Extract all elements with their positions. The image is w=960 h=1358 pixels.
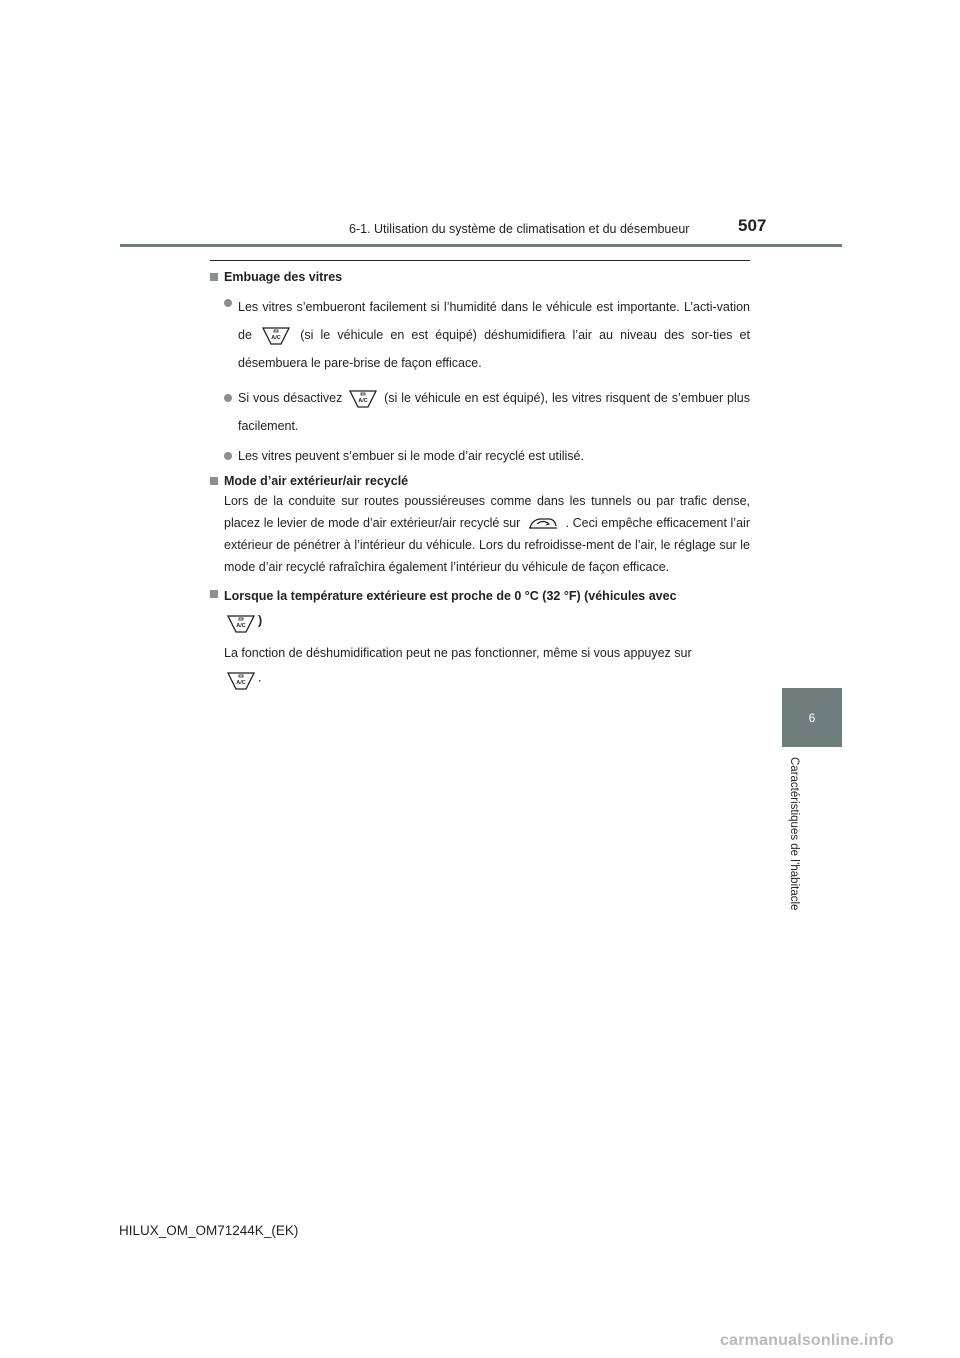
svg-text:A/C: A/C bbox=[236, 680, 246, 686]
bullet-embuage-2-text-b: (si le véhicule en est équipé), les vitres risquent de s’embuer plus facilement. bbox=[238, 391, 750, 433]
page-number: 507 bbox=[738, 216, 767, 235]
section-temperature-title-a: Lorsque la température extérieure est proche de 0 °C (32 °F) (véhicules avec bbox=[224, 589, 677, 603]
mode-air-text-a: Lors de la conduite sur routes poussiéreuses comme dans les tunnels ou par trafic dense, placez le levier de mode d’air extérieur/air recyclé sur bbox=[224, 494, 750, 530]
ac-button-icon bbox=[348, 388, 378, 410]
footer-document-code: HILUX_OM_OM71244K_(EK) bbox=[119, 1223, 299, 1238]
temperature-text-b: . bbox=[258, 670, 262, 685]
round-bullet-icon bbox=[224, 299, 232, 307]
temperature-text-a: La fonction de déshumidification peut ne pas fonctionner, même si vous appuyez sur bbox=[224, 646, 692, 660]
ac-button-icon bbox=[226, 670, 256, 692]
ac-button-icon bbox=[226, 613, 256, 635]
bullet-embuage-2 bbox=[210, 384, 750, 440]
svg-text:A/C: A/C bbox=[358, 397, 368, 404]
mode-air-text-b: . Ceci empêche efficacement l’air extérieur de pénétrer à l’intérieur du véhicule. Lors du refroidisse-ment de l’air, le réglage sur le mode d’air recyclé rafraîchira également l’intérieur du véhicule de façon efficace. bbox=[224, 516, 750, 574]
section-mode-air bbox=[210, 472, 750, 490]
bullet-embuage-1 bbox=[210, 293, 750, 377]
bullet-embuage-3-text: Les vitres peuvent s’embuer si le mode d’air recyclé est utilisé. bbox=[238, 449, 584, 463]
chapter-side-label: Caractéristiques de l’habitacle bbox=[788, 757, 800, 911]
content-rule bbox=[210, 260, 750, 261]
header-section-title: 6-1. Utilisation du système de climatisation et du désembueur bbox=[349, 222, 690, 236]
bullet-embuage-2-text-a: Si vous désactivez bbox=[238, 391, 343, 405]
mode-air-text bbox=[210, 490, 750, 578]
section-embuage-title: Embuage des vitres bbox=[224, 270, 343, 284]
page-content bbox=[210, 268, 750, 692]
bullet-embuage-1-text-a: Les vitres s’embueront facilement si l’humidité dans le véhicule est importante. L’acti-vation de bbox=[238, 300, 750, 342]
recirculation-icon bbox=[526, 515, 560, 533]
svg-text:A/C: A/C bbox=[271, 334, 281, 341]
watermark-link[interactable]: carmanualsonline.info bbox=[720, 1332, 895, 1349]
ac-button-icon bbox=[261, 325, 291, 347]
bullet-embuage-3 bbox=[210, 447, 750, 465]
square-bullet-icon bbox=[210, 477, 218, 485]
round-bullet-icon bbox=[224, 452, 232, 460]
section-temperature-title-b: ) bbox=[258, 613, 263, 628]
section-mode-air-title: Mode d’air extérieur/air recyclé bbox=[224, 474, 409, 488]
round-bullet-icon bbox=[224, 394, 232, 402]
section-embuage bbox=[210, 268, 750, 286]
bullet-embuage-1-text-b: (si le véhicule en est équipé) déshumidifiera l’air au niveau des sor-ties et désembuera le pare-brise de façon efficace. bbox=[238, 328, 750, 370]
header-rule bbox=[120, 244, 842, 247]
chapter-tab bbox=[782, 688, 842, 747]
square-bullet-icon bbox=[210, 273, 218, 281]
chapter-tab-number: 6 bbox=[808, 710, 816, 725]
temperature-text bbox=[210, 642, 750, 692]
svg-text:A/C: A/C bbox=[236, 623, 246, 629]
square-bullet-icon bbox=[210, 590, 218, 598]
section-temperature bbox=[210, 585, 750, 635]
